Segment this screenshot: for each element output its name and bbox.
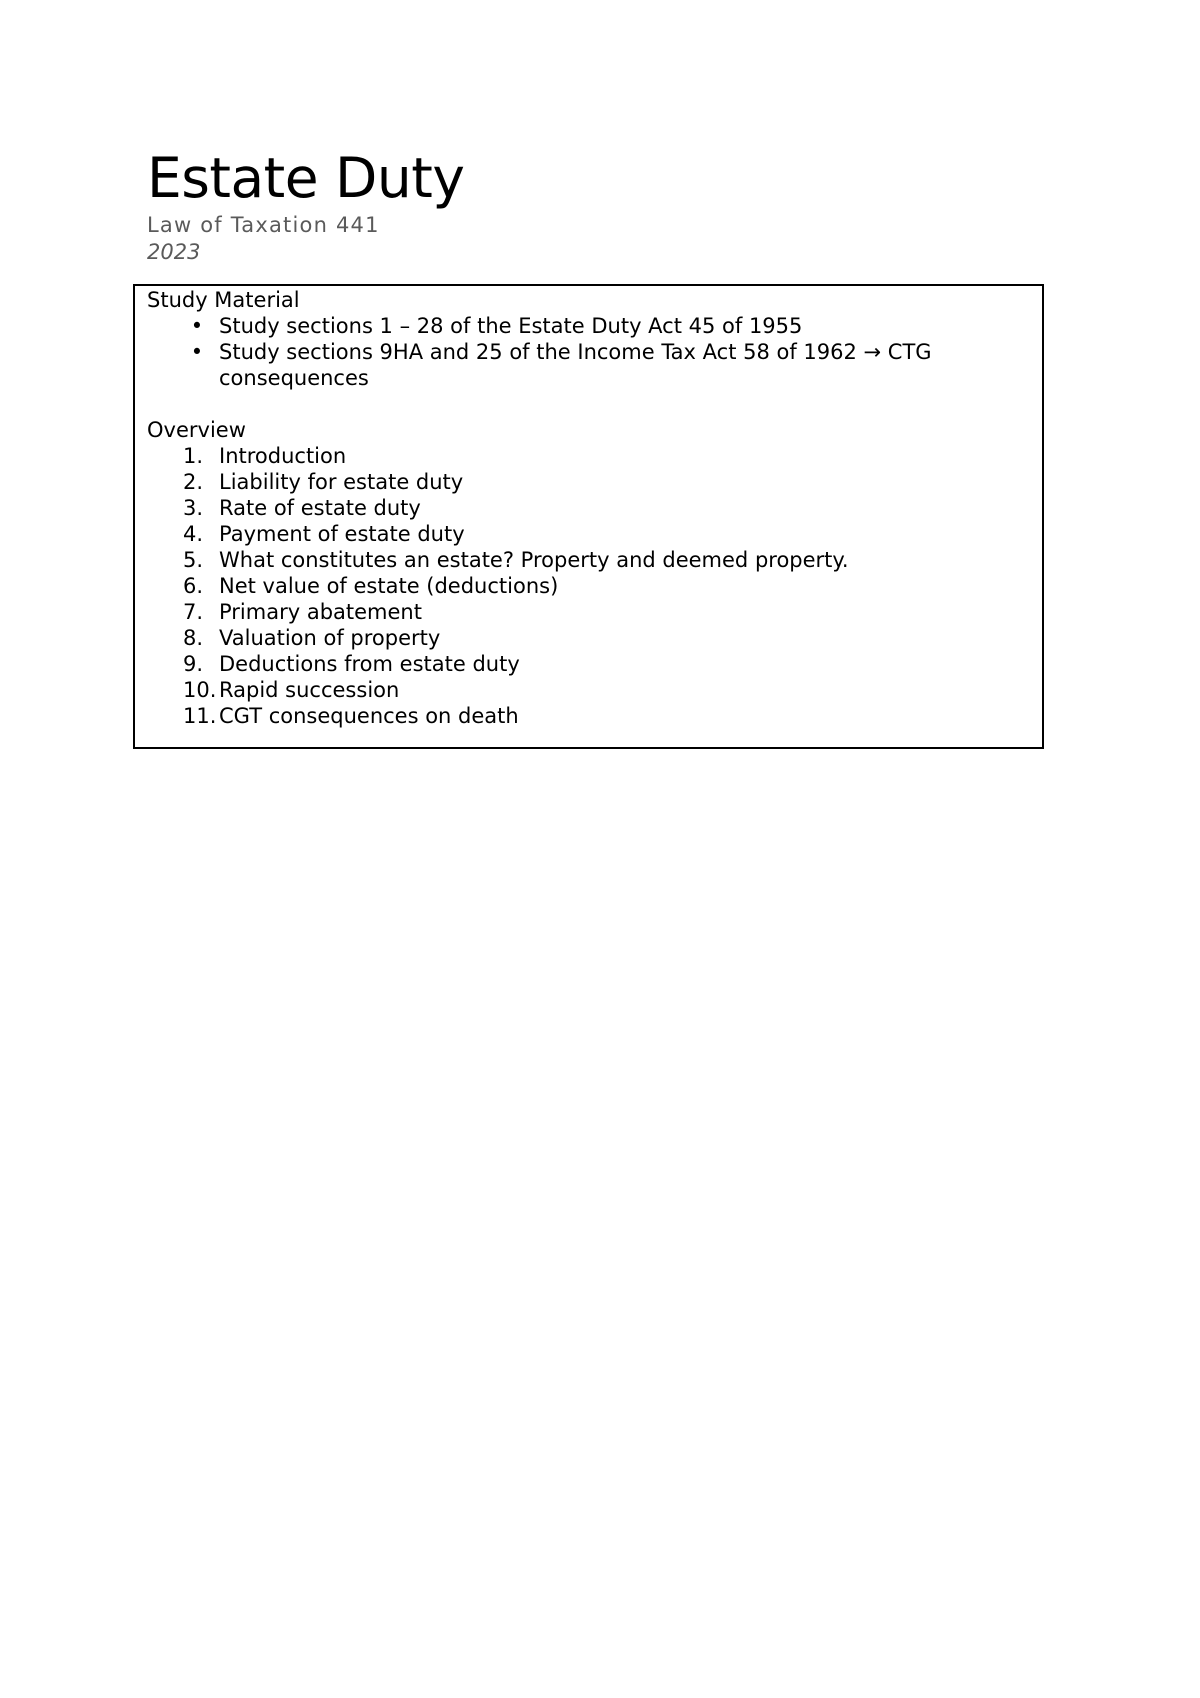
- overview-item: [147, 469, 1032, 495]
- item-text: Rate of estate duty: [219, 496, 421, 520]
- item-text: Primary abatement: [219, 600, 422, 624]
- item-text: Payment of estate duty: [219, 522, 465, 546]
- item-number: 5.: [183, 548, 204, 572]
- item-number: 2.: [183, 470, 204, 494]
- study-material-heading: Study Material: [147, 288, 300, 312]
- item-text: Rapid succession: [219, 678, 400, 702]
- study-material-item: [147, 313, 1032, 339]
- item-number: 1.: [183, 444, 204, 468]
- item-text: What constitutes an estate? Property and deemed property.: [219, 548, 849, 572]
- item-number: 9.: [183, 652, 204, 676]
- item-text: Valuation of property: [219, 626, 441, 650]
- overview-item: [147, 599, 1032, 625]
- overview-item: [147, 495, 1032, 521]
- overview-item: [147, 703, 1032, 729]
- overview-item: [147, 573, 1032, 599]
- document-title: Estate Duty: [147, 146, 465, 210]
- item-number: 7.: [183, 600, 204, 624]
- overview-item: [147, 625, 1032, 651]
- bullet-icon: •: [190, 314, 204, 338]
- item-text: CGT consequences on death: [219, 704, 519, 728]
- item-text: Liability for estate duty: [219, 470, 464, 494]
- study-material-list: [147, 313, 1032, 391]
- overview-item: [147, 677, 1032, 703]
- item-text: Introduction: [219, 444, 347, 468]
- item-number: 6.: [183, 574, 204, 598]
- item-number: 10.: [183, 678, 217, 702]
- item-number: 4.: [183, 522, 204, 546]
- overview-item: [147, 547, 1032, 573]
- study-info-box: [133, 284, 1044, 749]
- document-subtitle: Law of Taxation 441: [147, 213, 380, 237]
- bullet-icon: •: [190, 340, 204, 364]
- document-year: 2023: [147, 240, 201, 264]
- overview-item: [147, 521, 1032, 547]
- overview-list: [147, 443, 1032, 729]
- item-number: 3.: [183, 496, 204, 520]
- study-info-content: [147, 287, 1032, 729]
- item-number: 8.: [183, 626, 204, 650]
- overview-item: [147, 443, 1032, 469]
- overview-item: [147, 651, 1032, 677]
- item-text: Net value of estate (deductions): [219, 574, 559, 598]
- study-material-text: Study sections 9HA and 25 of the Income Tax Act 58 of 1962 → CTG consequences: [219, 340, 932, 390]
- study-material-text: Study sections 1 – 28 of the Estate Duty Act 45 of 1955: [219, 314, 803, 338]
- item-number: 11.: [183, 704, 217, 728]
- overview-heading: Overview: [147, 418, 246, 442]
- item-text: Deductions from estate duty: [219, 652, 520, 676]
- spacer: [147, 391, 1032, 417]
- study-material-item: [147, 339, 1032, 391]
